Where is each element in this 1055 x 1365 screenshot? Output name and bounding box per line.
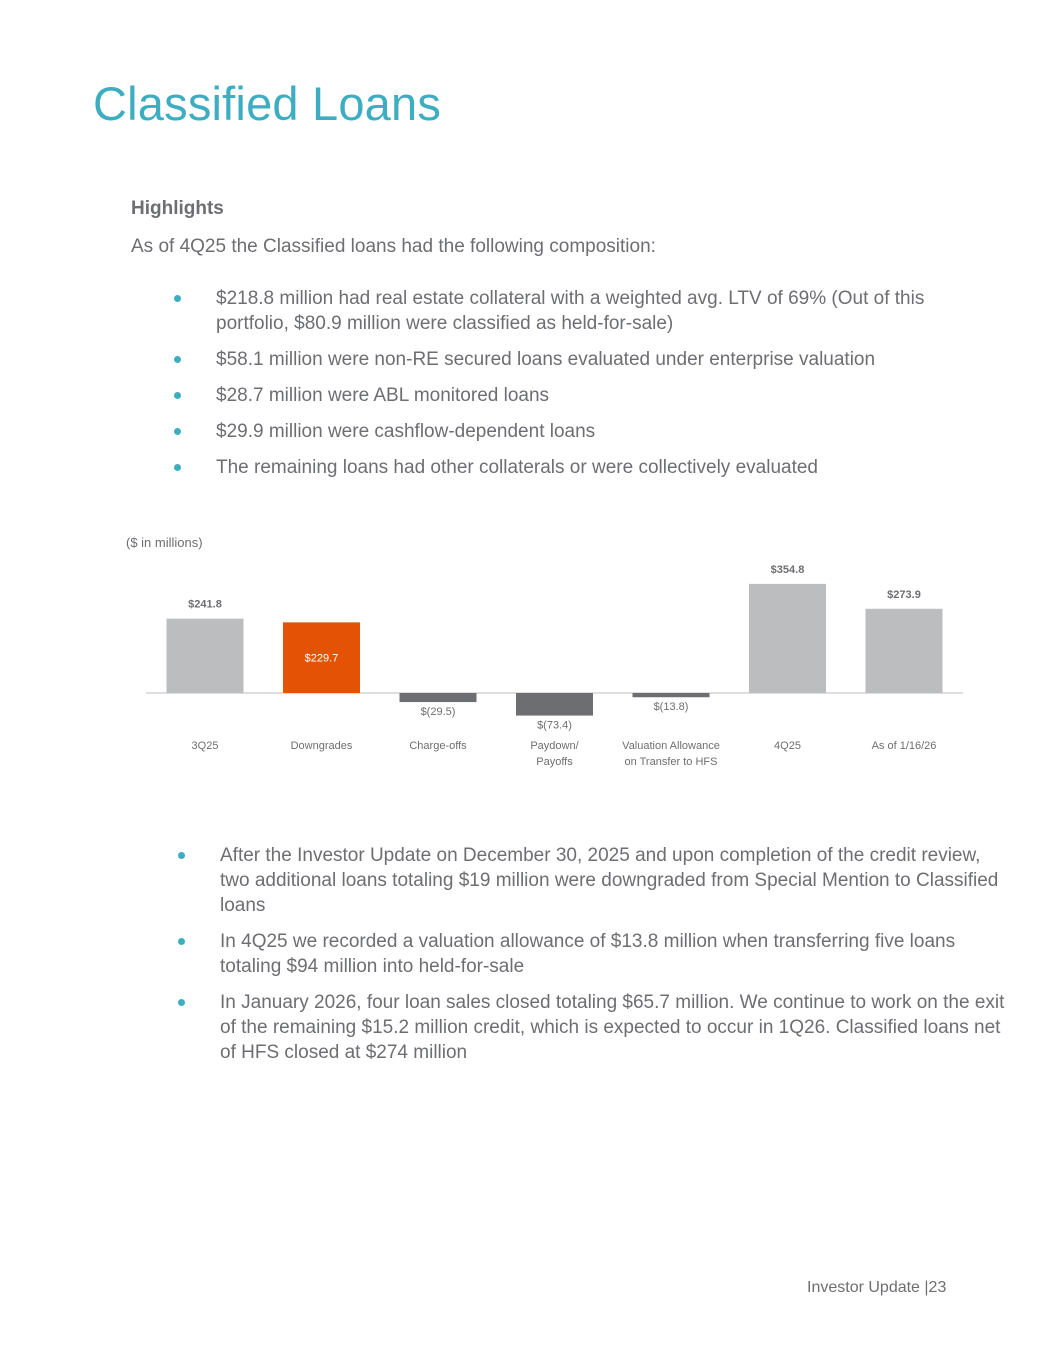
notes-list [220, 843, 1010, 1076]
bar-2 [400, 693, 477, 702]
list-item: After the Investor Update on December 30, 2025 and upon completion of the credit review, two additional loans totaling $19 million were downgraded from Special Mention to Classified loans [220, 843, 1010, 918]
category-label-0: 3Q25 [191, 740, 219, 752]
bullet-icon [174, 464, 181, 471]
category-label-5: 4Q25 [774, 740, 801, 752]
page-footer: Investor Update |23 [807, 1279, 947, 1296]
page-title: Classified Loans [93, 77, 442, 130]
list-item: The remaining loans had other collaterals or were collectively evaluated [216, 455, 996, 480]
bullet-icon [178, 852, 185, 859]
bar-6 [866, 609, 943, 693]
data-label-4: $(13.8) [653, 701, 689, 714]
category-label-4-line-0: Valuation Allowance [622, 740, 720, 752]
bar-4 [633, 693, 710, 697]
bullet-icon [178, 999, 185, 1006]
list-item: In 4Q25 we recorded a valuation allowance of $13.8 million when transferring five loans totaling $94 million into held-for-sale [220, 929, 1010, 979]
category-label-3-line-1: Payoffs [536, 756, 573, 768]
category-label-4-line-1: on Transfer to HFS [624, 756, 718, 768]
category-label-1: Downgrades [290, 740, 353, 752]
data-label-3: $(73.4) [537, 719, 572, 732]
list-item: In January 2026, four loan sales closed totaling $65.7 million. We continue to work on the exit of the remaining $15.2 million credit, which is expected to occur in 1Q26. Classified loans net of HFS closed at $274 million [220, 990, 1010, 1065]
list-item: $218.8 million had real estate collateral with a weighted avg. LTV of 69% (Out of this portfolio, $80.9 million were classified as held-for-sale) [216, 286, 996, 336]
bullet-icon [174, 295, 181, 302]
bar-0 [167, 619, 244, 693]
data-label-0: $241.8 [188, 598, 222, 611]
waterfall-chart [0, 555, 1055, 780]
data-label-1: $229.7 [304, 652, 339, 665]
data-label-2: $(29.5) [420, 706, 456, 719]
chart-units-note: ($ in millions) [126, 535, 203, 550]
list-item: $28.7 million were ABL monitored loans [216, 383, 996, 408]
bullet-icon [174, 428, 181, 435]
composition-list [216, 286, 996, 491]
bar-5 [749, 584, 826, 693]
intro-text: As of 4Q25 the Classified loans had the following composition: [131, 236, 656, 257]
bullet-icon [174, 392, 181, 399]
bullet-icon [174, 356, 181, 363]
bullet-icon [178, 938, 185, 945]
category-label-2: Charge-offs [409, 740, 467, 752]
highlights-heading: Highlights [131, 198, 224, 219]
data-label-5: $354.8 [770, 563, 805, 576]
list-item: $58.1 million were non-RE secured loans evaluated under enterprise valuation [216, 347, 996, 372]
category-label-6: As of 1/16/26 [871, 740, 937, 752]
category-label-3-line-0: Paydown/ [530, 740, 579, 752]
list-item: $29.9 million were cashflow-dependent loans [216, 419, 996, 444]
bar-3 [516, 693, 593, 716]
data-label-6: $273.9 [887, 588, 921, 601]
